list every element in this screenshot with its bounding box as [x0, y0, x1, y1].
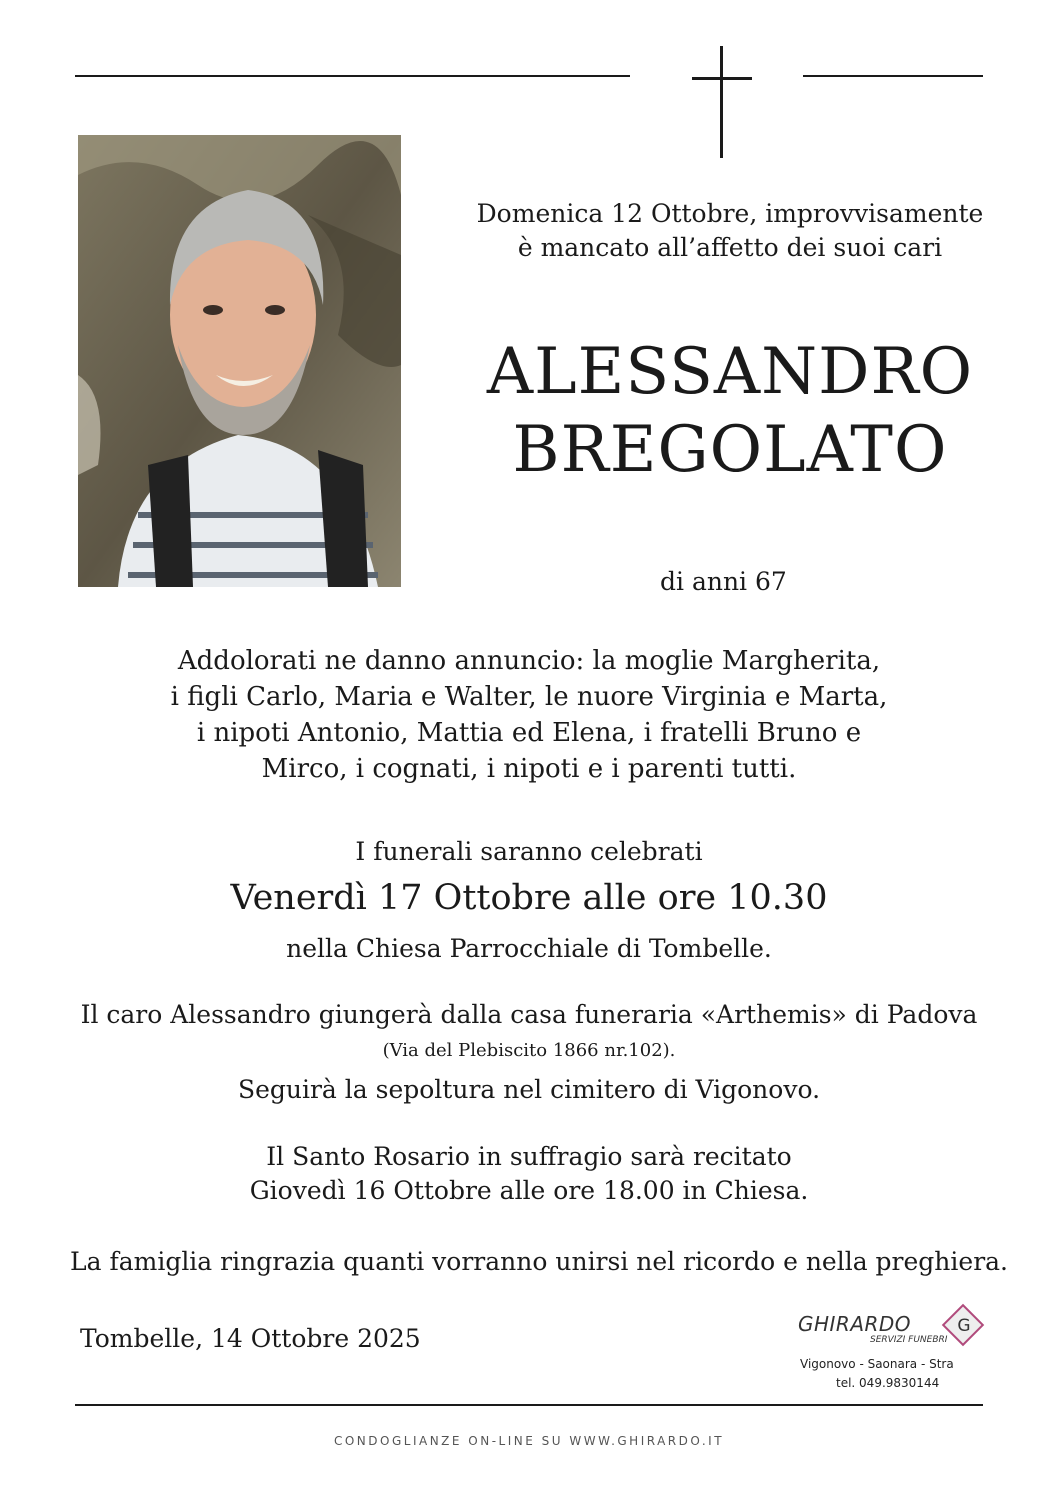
funeral-service-logo	[790, 1302, 990, 1398]
arrival-notice: Il caro Alessandro giungerà dalla casa funeraria «Arthemis» di Padova	[80, 1000, 978, 1029]
dateline: Tombelle, 14 Ottobre 2025	[80, 1324, 421, 1353]
rosary-line-2: Giovedì 16 Ottobre alle ore 18.00 in Chiesa.	[249, 1176, 809, 1205]
logo-locations: Vigonovo - Saonara - Stra	[800, 1357, 954, 1371]
funeral-home-address: (Via del Plebiscito 1866 nr.102).	[382, 1040, 676, 1061]
top-divider-right	[803, 75, 983, 77]
footer-condolences: CONDOGLIANZE ON-LINE SU WWW.GHIRARDO.IT	[333, 1434, 725, 1448]
logo-subtitle: SERVIZI FUNEBRI	[870, 1335, 948, 1345]
announcement-intro	[460, 197, 1000, 265]
latin-cross-icon	[692, 46, 752, 158]
deceased-last-name: BREGOLATO	[512, 413, 948, 487]
funeral-date: Venerdì 17 Ottobre alle ore 10.30	[230, 878, 828, 918]
mourners-line: Addolorati ne danno annuncio: la moglie Margherita,	[177, 646, 881, 676]
deceased-age: di anni 67	[660, 567, 787, 596]
rosary-notice	[79, 1140, 979, 1208]
bottom-divider	[75, 1404, 983, 1406]
top-divider-left	[75, 75, 630, 77]
burial-notice: Seguirà la sepoltura nel cimitero di Vigonovo.	[237, 1075, 821, 1104]
logo-mark: G	[957, 1316, 971, 1336]
funeral-place: nella Chiesa Parrocchiale di Tombelle.	[286, 934, 772, 963]
mourners-line: Mirco, i cognati, i nipoti e i parenti tutti.	[261, 754, 797, 784]
portrait-photo	[78, 135, 401, 587]
family-thanks: La famiglia ringrazia quanti vorranno unirsi nel ricordo e nella preghiera.	[70, 1247, 1009, 1276]
mourners-list	[79, 643, 979, 787]
intro-line-2: è mancato all’affetto dei suoi cari	[517, 233, 943, 262]
deceased-first-name: ALESSANDRO	[486, 335, 974, 409]
mourners-line: i figli Carlo, Maria e Walter, le nuore Virginia e Marta,	[170, 682, 888, 712]
mourners-line: i nipoti Antonio, Mattia ed Elena, i fratelli Bruno e	[196, 718, 862, 748]
logo-name: GHIRARDO	[798, 1312, 912, 1336]
funeral-intro: I funerali saranno celebrati	[355, 837, 703, 866]
rosary-line-1: Il Santo Rosario in suffragio sarà recitato	[266, 1142, 792, 1171]
logo-phone: tel. 049.9830144	[836, 1376, 940, 1390]
deceased-name	[450, 333, 1010, 489]
intro-line-1: Domenica 12 Ottobre, improvvisamente	[476, 199, 984, 228]
